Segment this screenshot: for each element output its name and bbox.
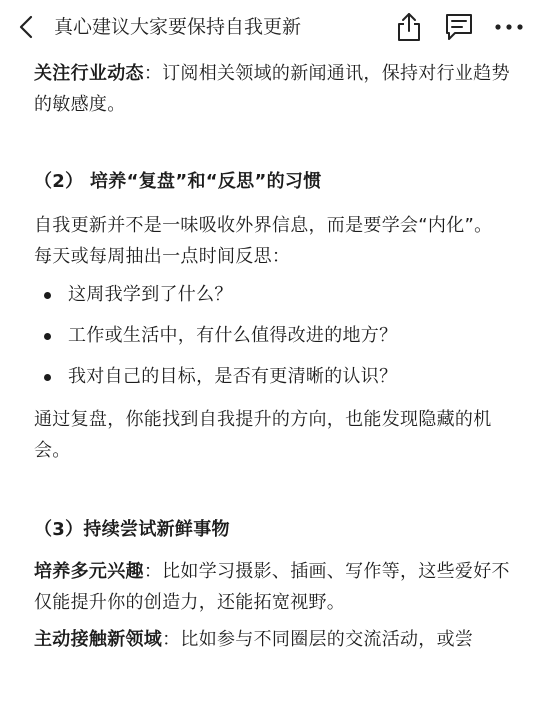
paragraph-interests <box>34 556 510 618</box>
bold-lead-interests: 培养多元兴趣 <box>34 561 144 582</box>
page-title: 真心建议大家要保持自我更新 <box>54 16 302 38</box>
list-item: 工作或生活中，有什么值得改进的地方？ <box>34 323 510 349</box>
paragraph-text: ：订阅相关领域的新闻通讯，保持对行业趋势的敏感度。 <box>34 63 510 115</box>
article-content <box>34 58 510 655</box>
list-item: 我对自己的目标，是否有更清晰的认识？ <box>34 364 510 390</box>
paragraph-new-fields <box>34 624 510 655</box>
paragraph-review-benefit: 通过复盘，你能找到自我提升的方向，也能发现隐藏的机会。 <box>34 409 492 461</box>
paragraph-internalize: 自我更新并不是一味吸收外界信息，而是要学会“内化”。每天或每周抽出一点时间反思： <box>34 215 493 267</box>
comment-icon <box>443 12 475 42</box>
top-bar <box>0 0 540 54</box>
paragraph-text: ：比如参与不同圈层的交流活动，或尝 <box>162 629 474 650</box>
list-item: 这周我学到了什么？ <box>34 282 510 308</box>
section-heading-review: （2） 培养“复盘”和“反思”的习惯 <box>34 171 322 192</box>
reflection-question-list <box>34 282 510 390</box>
share-button[interactable] <box>390 8 428 46</box>
more-icon <box>494 23 524 31</box>
paragraph-text: ：比如学习摄影、插画、写作等，这些爱好不仅能提升你的创造力，还能拓宽视野。 <box>34 561 510 613</box>
paragraph-industry-trends <box>34 58 510 120</box>
back-button[interactable] <box>10 10 42 44</box>
section-heading-new-things: （3）持续尝试新鲜事物 <box>34 519 230 540</box>
comment-button[interactable] <box>440 8 478 46</box>
bold-lead-new-fields: 主动接触新领域 <box>34 629 163 650</box>
more-button[interactable] <box>490 8 528 46</box>
chevron-left-icon <box>19 15 33 39</box>
share-icon <box>395 11 423 43</box>
bold-lead-industry-trends: 关注行业动态 <box>34 63 144 84</box>
